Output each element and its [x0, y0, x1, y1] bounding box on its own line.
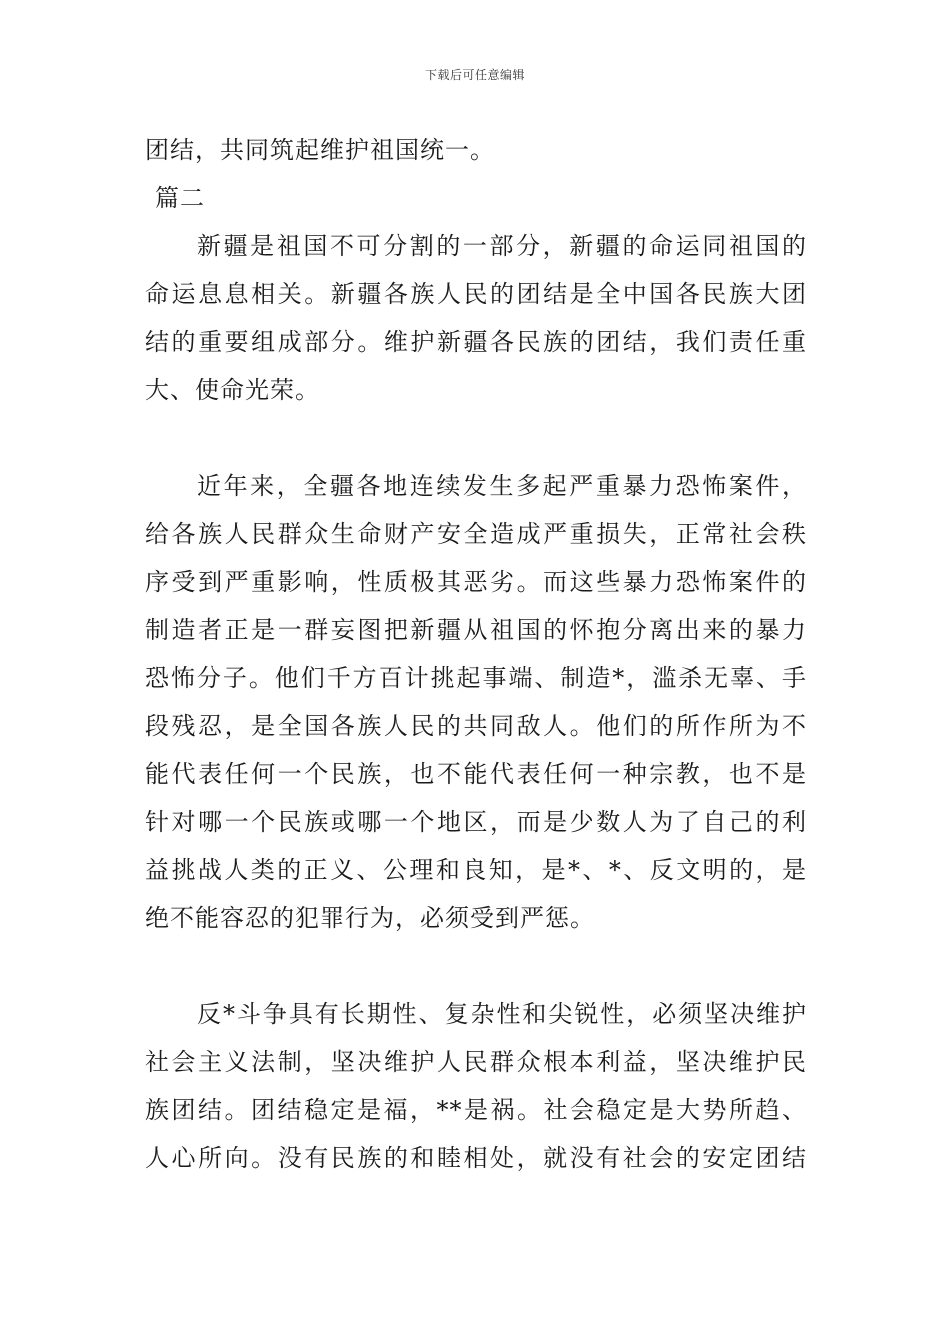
paragraph-line: 大、使命光荣。: [145, 376, 320, 404]
paragraph-line: 族团结。团结稳定是福，**是祸。社会稳定是大势所趋、: [145, 1096, 807, 1124]
paragraph-line: 益挑战人类的正义、公理和良知，是*、*、反文明的，是: [145, 856, 807, 884]
paragraph-line: 社会主义法制，坚决维护人民群众根本利益，坚决维护民: [145, 1048, 807, 1076]
paragraph-line: 恐怖分子。他们千方百计挑起事端、制造*，滥杀无辜、手: [145, 664, 807, 692]
paragraph-line: 人心所向。没有民族的和睦相处，就没有社会的安定团结: [145, 1144, 807, 1172]
page-header: 下载后可任意编辑: [424, 68, 525, 82]
paragraph-line: 新疆是祖国不可分割的一部分，新疆的命运同祖国的: [197, 232, 807, 260]
paragraph-line: 结的重要组成部分。维护新疆各民族的团结，我们责任重: [145, 328, 807, 356]
paragraph-line: 命运息息相关。新疆各族人民的团结是全中国各民族大团: [145, 280, 807, 308]
paragraph-line: 反*斗争具有长期性、复杂性和尖锐性，必须坚决维护: [197, 1000, 807, 1028]
paragraph-line: 序受到严重影响，性质极其恶劣。而这些暴力恐怖案件的: [145, 568, 807, 596]
text-line: 团结，共同筑起维护祖国统一。: [145, 136, 495, 164]
paragraph-gap: [145, 942, 807, 990]
paragraph-line: 绝不能容忍的犯罪行为，必须受到严惩。: [145, 904, 595, 932]
paragraph-line: 制造者正是一群妄图把新疆从祖国的怀抱分离出来的暴力: [145, 616, 807, 644]
paragraph-line: 段残忍，是全国各族人民的共同敌人。他们的所作所为不: [145, 712, 807, 740]
paragraph-line: 能代表任何一个民族，也不能代表任何一种宗教，也不是: [145, 760, 807, 788]
paragraph-gap: [145, 414, 807, 462]
paragraph-line: 针对哪一个民族或哪一个地区，而是少数人为了自己的利: [145, 808, 807, 836]
document-body: [145, 126, 807, 1182]
paragraph-line: 近年来，全疆各地连续发生多起严重暴力恐怖案件，: [197, 472, 807, 500]
paragraph-line: 给各族人民群众生命财产安全造成严重损失，正常社会秩: [145, 520, 807, 548]
section-heading: 篇二: [155, 184, 205, 212]
